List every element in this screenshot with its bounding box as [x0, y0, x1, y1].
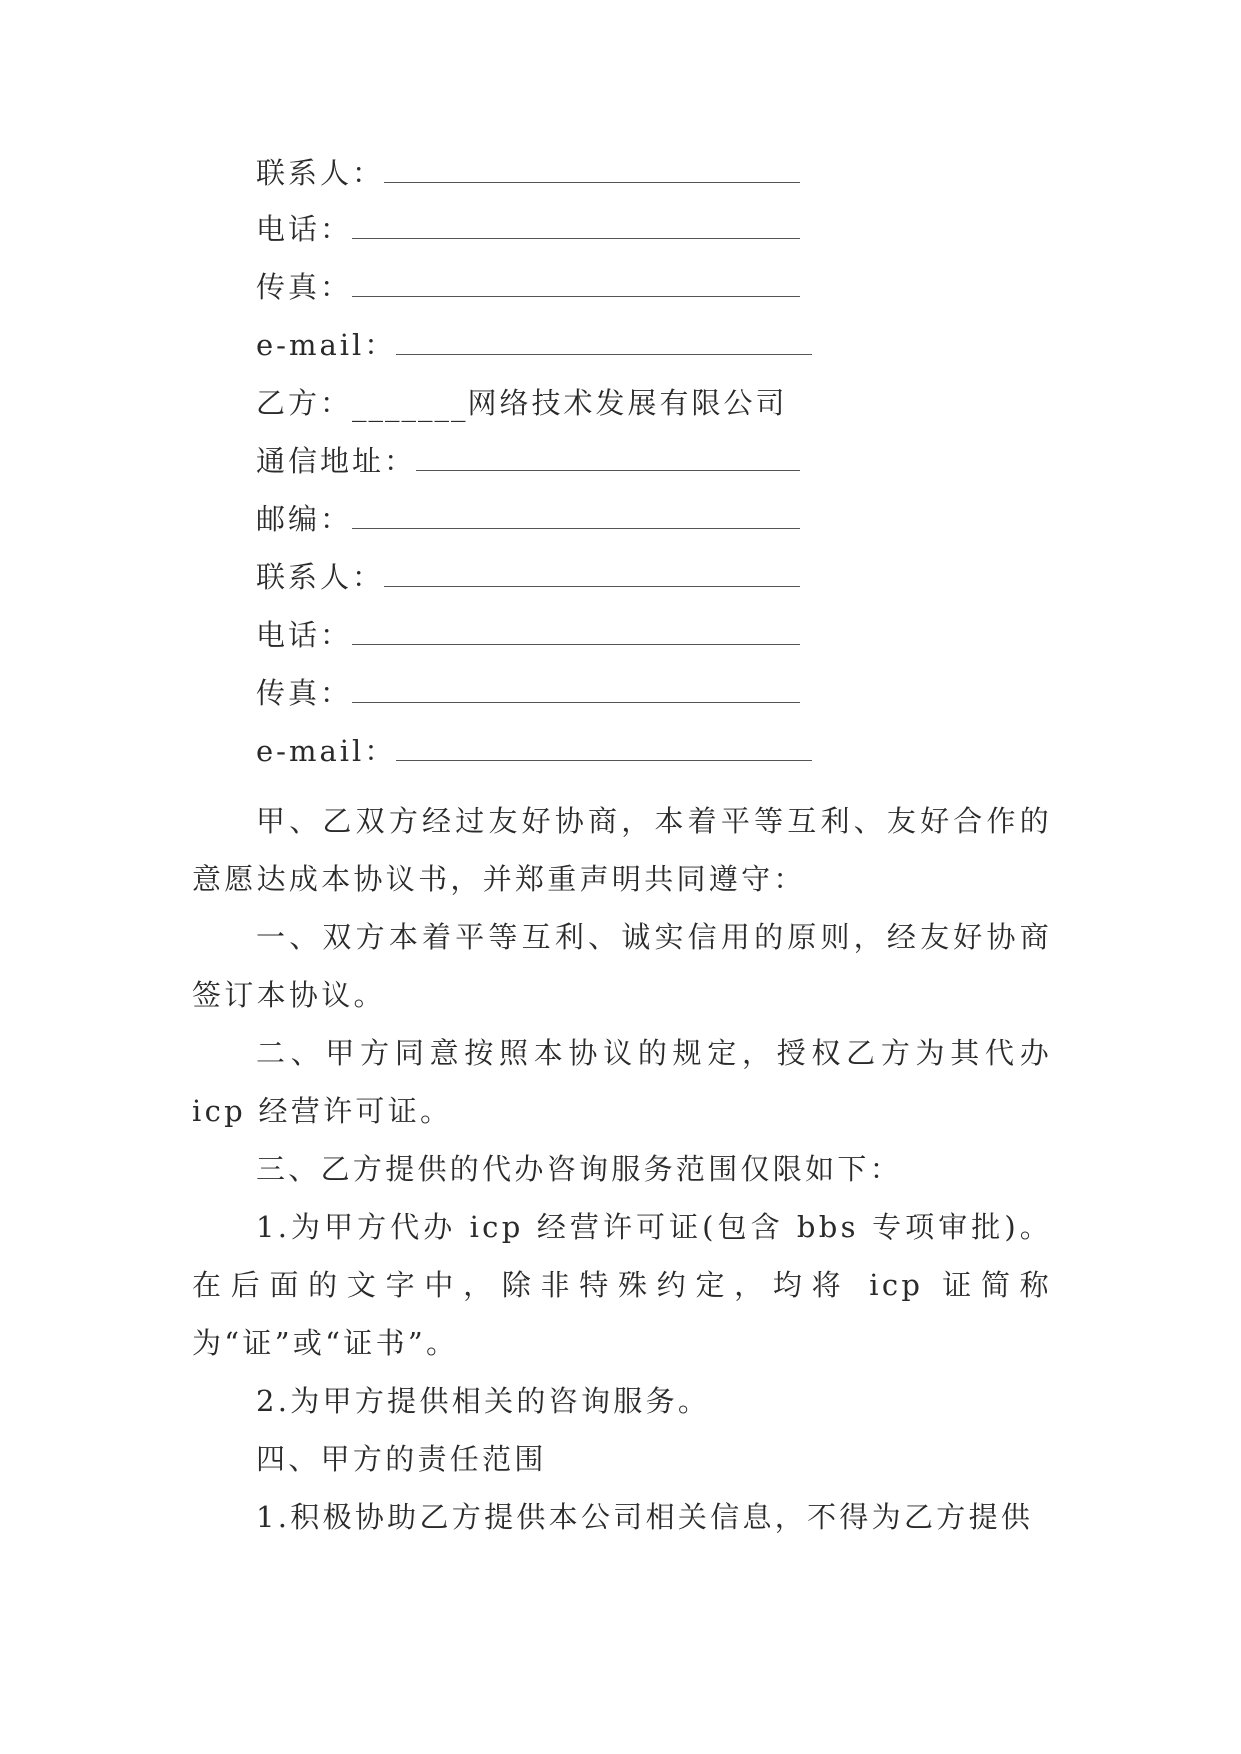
party-a-contact-label: 联系人：: [256, 156, 385, 190]
party-a-phone-label: 电话：: [256, 212, 353, 246]
party-b-name-blank: _______: [352, 388, 468, 422]
party-a-phone-blank: [352, 236, 800, 239]
party-a-fax-blank: [352, 294, 800, 297]
party-b-name-field: [256, 382, 788, 422]
party-b-phone-blank: [352, 642, 800, 645]
party-b-address-blank: [416, 468, 800, 471]
party-a-contact-field: [256, 152, 800, 192]
party-b-fax-label: 传真：: [256, 676, 353, 710]
party-b-phone-field: [256, 614, 800, 654]
clause-4-heading: 四、甲方的责任范围: [256, 1442, 547, 1476]
clause-2-paragraph: 二、甲方同意按照本协议的规定，授权乙方为其代办 icp 经营许可证。: [192, 1036, 1052, 1128]
party-b-address-field: [256, 440, 800, 480]
party-b-contact-field: [256, 556, 800, 596]
party-b-postcode-label: 邮编：: [256, 502, 353, 536]
party-a-email-field: [256, 324, 812, 364]
clause-3-1-paragraph: 1.为甲方代办 icp 经营许可证(包含 bbs 专项审批)。在后面的文字中，除非特殊约定，均将 icp 证简称为“证”或“证书”。: [192, 1210, 1052, 1360]
party-b-email-label: e-mail：: [256, 734, 397, 768]
party-a-phone-field: [256, 208, 800, 248]
clause-3-paragraph: 三、乙方提供的代办咨询服务范围仅限如下：: [256, 1152, 903, 1186]
party-a-email-blank: [396, 352, 812, 355]
party-b-contact-blank: [384, 584, 800, 587]
party-b-phone-label: 电话：: [256, 618, 353, 652]
intro-paragraph: 甲、乙双方经过友好协商，本着平等互利、友好合作的意愿达成本协议书，并郑重声明共同遵守：: [192, 804, 1052, 896]
party-b-email-blank: [396, 758, 812, 761]
party-b-contact-label: 联系人：: [256, 560, 385, 594]
clause-4-1-paragraph: 1.积极协助乙方提供本公司相关信息，不得为乙方提供: [256, 1500, 1034, 1534]
party-b-name-label: 乙方：: [256, 386, 353, 420]
party-a-email-label: e-mail：: [256, 328, 397, 362]
party-b-email-field: [256, 730, 812, 770]
clause-3-2-paragraph: 2.为甲方提供相关的咨询服务。: [256, 1384, 711, 1418]
party-b-fax-blank: [352, 700, 800, 703]
party-a-fax-field: [256, 266, 800, 306]
party-a-fax-label: 传真：: [256, 270, 353, 304]
party-b-address-label: 通信地址：: [256, 444, 417, 478]
party-b-name-suffix: 网络技术发展有限公司: [467, 386, 788, 420]
clause-1-paragraph: 一、双方本着平等互利、诚实信用的原则，经友好协商签订本协议。: [192, 920, 1052, 1012]
party-a-contact-blank: [384, 180, 800, 183]
party-b-postcode-blank: [352, 526, 800, 529]
party-b-postcode-field: [256, 498, 800, 538]
party-b-fax-field: [256, 672, 800, 712]
